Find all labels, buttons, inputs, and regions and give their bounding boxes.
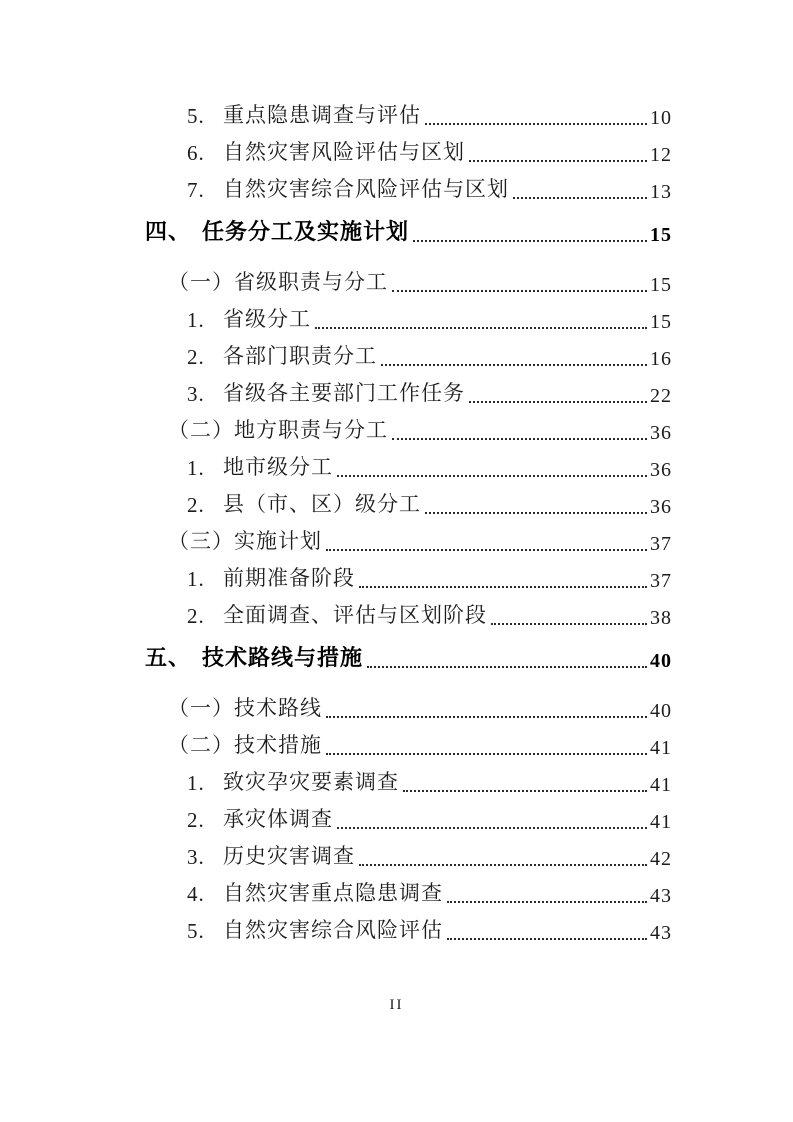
toc-entry-page: 15	[650, 224, 672, 246]
toc-entry-page: 43	[650, 885, 672, 907]
toc-entry-page: 15	[650, 274, 672, 296]
toc-entry-title: 承灾体调查	[223, 807, 333, 831]
toc-entry-page: 10	[650, 107, 672, 129]
toc-entry-title: 全面调查、评估与区划阶段	[223, 603, 487, 627]
toc-entry-heading[interactable]	[0, 645, 672, 672]
toc-entry-item[interactable]	[0, 455, 672, 481]
toc-entry-title: 技术路线与措施	[202, 645, 364, 670]
toc-entry-title: 省级职责与分工	[234, 270, 388, 294]
toc-entry-page: 37	[650, 570, 672, 592]
toc-entry-item[interactable]	[0, 603, 672, 629]
toc-entry-number: 2.	[187, 345, 205, 369]
toc-entry-item[interactable]	[0, 770, 672, 796]
toc-entry-title: 自然灾害风险评估与区划	[223, 140, 465, 164]
toc-entry-title: 自然灾害综合风险评估	[223, 918, 443, 942]
toc-entry-number: 4.	[187, 882, 205, 906]
dot-leader	[513, 197, 647, 199]
toc-entry-number: 1.	[187, 771, 205, 795]
dot-leader	[326, 753, 647, 755]
toc-entry-section[interactable]	[0, 696, 672, 722]
toc-entry-number: 五、	[145, 645, 192, 670]
dot-leader	[392, 438, 647, 440]
toc-entry-section[interactable]	[0, 270, 672, 296]
dot-leader	[413, 240, 647, 242]
toc-entry-title: 县（市、区）级分工	[223, 492, 421, 516]
toc-entry-section[interactable]	[0, 418, 672, 444]
toc-entry-heading[interactable]	[0, 219, 672, 246]
toc-entry-page: 40	[650, 650, 672, 672]
toc-entry-page: 16	[650, 348, 672, 370]
toc-entry-item[interactable]	[0, 881, 672, 907]
dot-leader	[381, 364, 647, 366]
toc-entry-number: 6.	[187, 141, 205, 165]
toc-entry-item[interactable]	[0, 918, 672, 944]
toc-entry-number: 3.	[187, 845, 205, 869]
toc-entry-title: 重点隐患调查与评估	[223, 103, 421, 127]
toc-entry-number: 1.	[187, 308, 205, 332]
toc-entry-page: 36	[650, 496, 672, 518]
dot-leader	[337, 475, 647, 477]
toc-entry-page: 43	[650, 922, 672, 944]
toc-entry-item[interactable]	[0, 492, 672, 518]
dot-leader	[392, 290, 647, 292]
dot-leader	[425, 123, 647, 125]
toc-entry-page: 36	[650, 459, 672, 481]
toc-entry-title: 各部门职责分工	[223, 344, 377, 368]
toc-entry-page: 40	[650, 700, 672, 722]
toc-entry-item[interactable]	[0, 307, 672, 333]
toc-entry-number: 7.	[187, 178, 205, 202]
toc-entry-item[interactable]	[0, 566, 672, 592]
toc-entry-number: （一）	[168, 270, 234, 294]
toc-entry-item[interactable]	[0, 807, 672, 833]
toc-entry-page: 42	[650, 848, 672, 870]
toc-entry-title: 前期准备阶段	[223, 566, 355, 590]
dot-leader	[359, 586, 647, 588]
toc-entry-page: 36	[650, 422, 672, 444]
dot-leader	[359, 864, 647, 866]
dot-leader	[425, 512, 647, 514]
toc-entry-title: 技术路线	[234, 696, 322, 720]
dot-leader	[337, 827, 647, 829]
toc-entry-page: 41	[650, 737, 672, 759]
dot-leader	[315, 327, 647, 329]
dot-leader	[447, 938, 647, 940]
toc-entry-section[interactable]	[0, 733, 672, 759]
toc-entry-item[interactable]	[0, 140, 672, 166]
toc-entry-number: （二）	[168, 418, 234, 442]
toc-entry-number: 5.	[187, 919, 205, 943]
toc-entry-number: （二）	[168, 733, 234, 757]
toc-entry-title: 省级各主要部门工作任务	[223, 381, 465, 405]
toc-entry-title: 地方职责与分工	[234, 418, 388, 442]
toc-entry-page: 22	[650, 385, 672, 407]
toc-entry-number: 5.	[187, 104, 205, 128]
toc-entry-item[interactable]	[0, 177, 672, 203]
toc-entry-page: 12	[650, 144, 672, 166]
toc-entry-title: 任务分工及实施计划	[202, 219, 410, 244]
toc-entry-page: 37	[650, 533, 672, 555]
dot-leader	[469, 401, 647, 403]
toc-entry-number: （一）	[168, 696, 234, 720]
toc-entry-title: 地市级分工	[223, 455, 333, 479]
toc-entry-title: 省级分工	[223, 307, 311, 331]
toc-entry-title: 自然灾害综合风险评估与区划	[223, 177, 509, 201]
dot-leader	[367, 666, 647, 668]
toc-entry-page: 13	[650, 181, 672, 203]
toc-entry-item[interactable]	[0, 344, 672, 370]
toc-entry-number: 四、	[145, 219, 192, 244]
toc-entry-page: 15	[650, 311, 672, 333]
dot-leader	[326, 716, 647, 718]
toc-entry-title: 技术措施	[234, 733, 322, 757]
toc-entry-item[interactable]	[0, 844, 672, 870]
page-number-footer: II	[389, 997, 404, 1013]
toc-entry-item[interactable]	[0, 103, 672, 129]
toc-entry-title: 实施计划	[234, 529, 322, 553]
dot-leader	[403, 790, 647, 792]
toc-entry-page: 41	[650, 811, 672, 833]
toc-entry-title: 历史灾害调查	[223, 844, 355, 868]
toc-entry-number: 2.	[187, 493, 205, 517]
toc-entry-page: 41	[650, 774, 672, 796]
toc-entry-number: 1.	[187, 567, 205, 591]
dot-leader	[469, 160, 647, 162]
toc-entry-number: 1.	[187, 456, 205, 480]
toc-entry-item[interactable]	[0, 381, 672, 407]
toc-entry-number: 3.	[187, 382, 205, 406]
dot-leader	[326, 549, 647, 551]
toc-entry-title: 自然灾害重点隐患调查	[223, 881, 443, 905]
toc-entry-number: 2.	[187, 604, 205, 628]
toc-entry-number: 2.	[187, 808, 205, 832]
dot-leader	[491, 623, 647, 625]
toc-entry-section[interactable]	[0, 529, 672, 555]
toc-entry-number: （三）	[168, 529, 234, 553]
toc-entry-page: 38	[650, 607, 672, 629]
toc-entry-title: 致灾孕灾要素调查	[223, 770, 399, 794]
dot-leader	[447, 901, 647, 903]
